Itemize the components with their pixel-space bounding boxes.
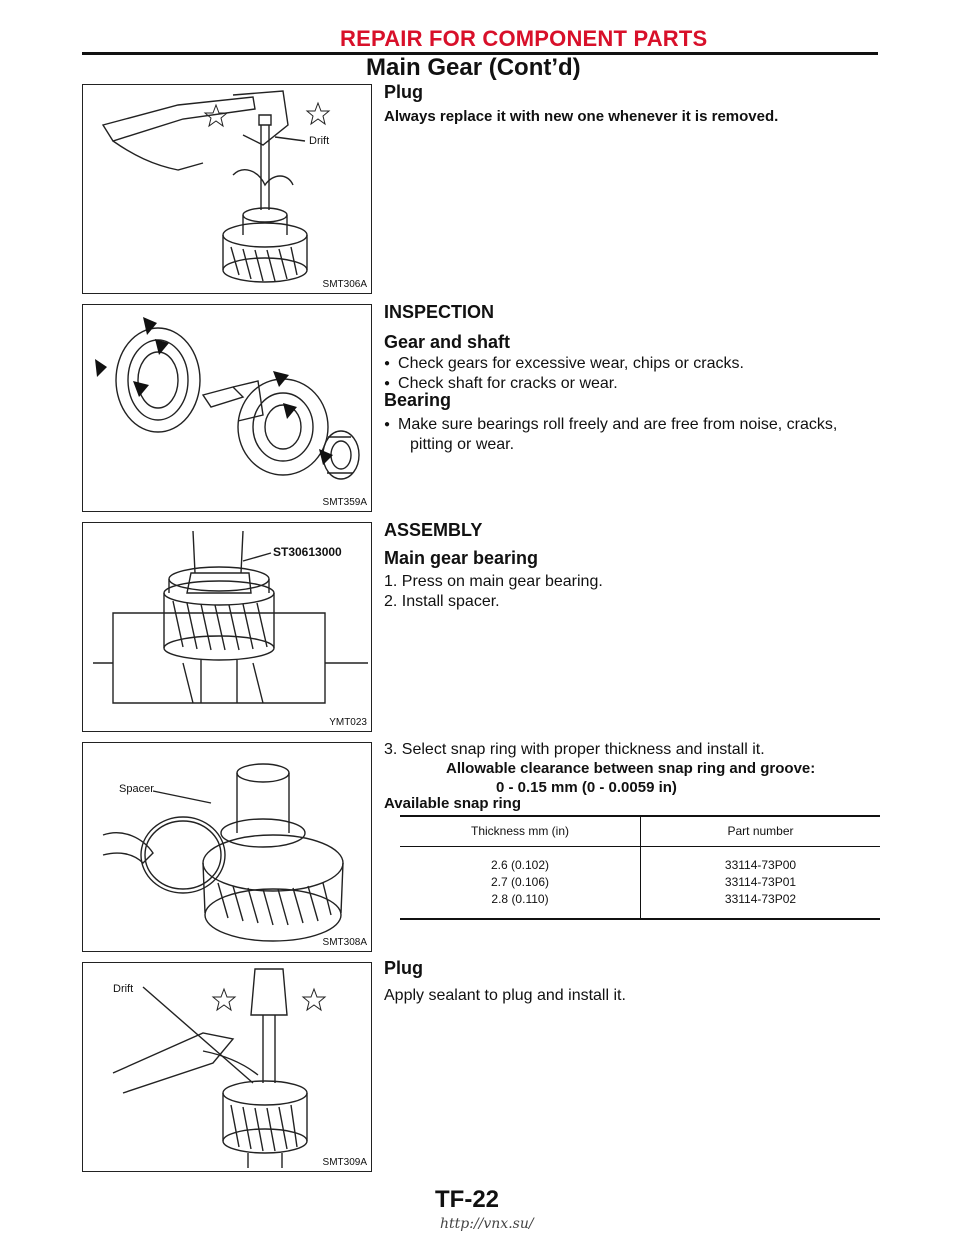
assembly-step: 2. Install spacer. — [384, 593, 500, 610]
plug-note: Always replace it with new one whenever it is removed. — [384, 108, 779, 125]
table-cell: 2.7 (0.106) — [490, 875, 550, 889]
snap-ring-table — [400, 815, 880, 920]
footer-link[interactable]: http://vnx.su/ — [440, 1216, 534, 1232]
list-item-continued: pitting or wear. — [410, 436, 515, 453]
bullet-icon: ● — [384, 378, 391, 389]
bearing-heading: Bearing — [384, 390, 452, 410]
list-item: ● Check gears for excessive wear, chips or cracks. — [384, 355, 744, 372]
figure-label-drift: Drift — [113, 983, 134, 995]
figure-code: SMT359A — [322, 497, 367, 508]
assembly-heading: ASSEMBLY — [384, 520, 483, 540]
section-title: REPAIR FOR COMPONENT PARTS — [340, 26, 708, 51]
part-number-cell — [641, 847, 881, 920]
bullet-icon: ● — [384, 358, 391, 369]
figure-code: SMT306A — [322, 279, 367, 290]
assembly-step: 1. Press on main gear bearing. — [384, 573, 603, 590]
table-header-row — [400, 816, 880, 847]
page-number: TF-22 — [435, 1186, 500, 1213]
table-cell: 2.6 (0.102) — [490, 858, 550, 872]
table-cell: 2.8 (0.110) — [491, 892, 549, 906]
figure-code: SMT309A — [322, 1157, 367, 1168]
figure-main-gear-bearing — [82, 522, 372, 732]
figure-snap-ring — [82, 742, 372, 952]
clearance-value: 0 - 0.15 mm (0 - 0.0059 in) — [496, 779, 677, 796]
figure-gear-shaft — [82, 304, 372, 512]
table-title: Available snap ring — [384, 795, 521, 812]
plug-install-text: Apply sealant to plug and install it. — [384, 987, 626, 1004]
plug-heading: Plug — [384, 82, 423, 102]
figure-label-drift: Drift — [309, 135, 330, 147]
thickness-cell — [400, 847, 641, 920]
plug-install-heading: Plug — [384, 958, 423, 978]
main-gear-bearing-heading: Main gear bearing — [384, 548, 539, 568]
inspection-heading: INSPECTION — [384, 302, 495, 322]
page-subtitle: Main Gear (Cont’d) — [366, 54, 581, 81]
column-header-part-number: Part number — [641, 816, 881, 847]
figure-label-tool: ST30613000 — [273, 545, 342, 559]
list-item: ● Make sure bearings roll freely and are free from noise, cracks, — [384, 416, 838, 433]
table-cell: 33114-73P02 — [724, 892, 797, 906]
list-item: ● Check shaft for cracks or wear. — [384, 375, 618, 392]
clearance-label: Allowable clearance between snap ring and groove: — [446, 760, 816, 777]
figure-label-spacer: Spacer — [119, 783, 154, 795]
assembly-step-3: 3. Select snap ring with proper thickness and install it. — [384, 741, 765, 758]
bullet-icon: ● — [384, 419, 391, 430]
gear-shaft-heading: Gear and shaft — [384, 332, 511, 352]
table-cell: 33114-73P00 — [724, 858, 797, 872]
column-header-thickness: Thickness mm (in) — [400, 816, 641, 847]
figure-code: YMT023 — [329, 717, 367, 728]
figure-code: SMT308A — [322, 937, 367, 948]
figure-plug-install — [82, 962, 372, 1172]
table-body — [400, 847, 880, 920]
table-cell: 33114-73P01 — [724, 875, 797, 889]
figure-plug-removal — [82, 84, 372, 294]
